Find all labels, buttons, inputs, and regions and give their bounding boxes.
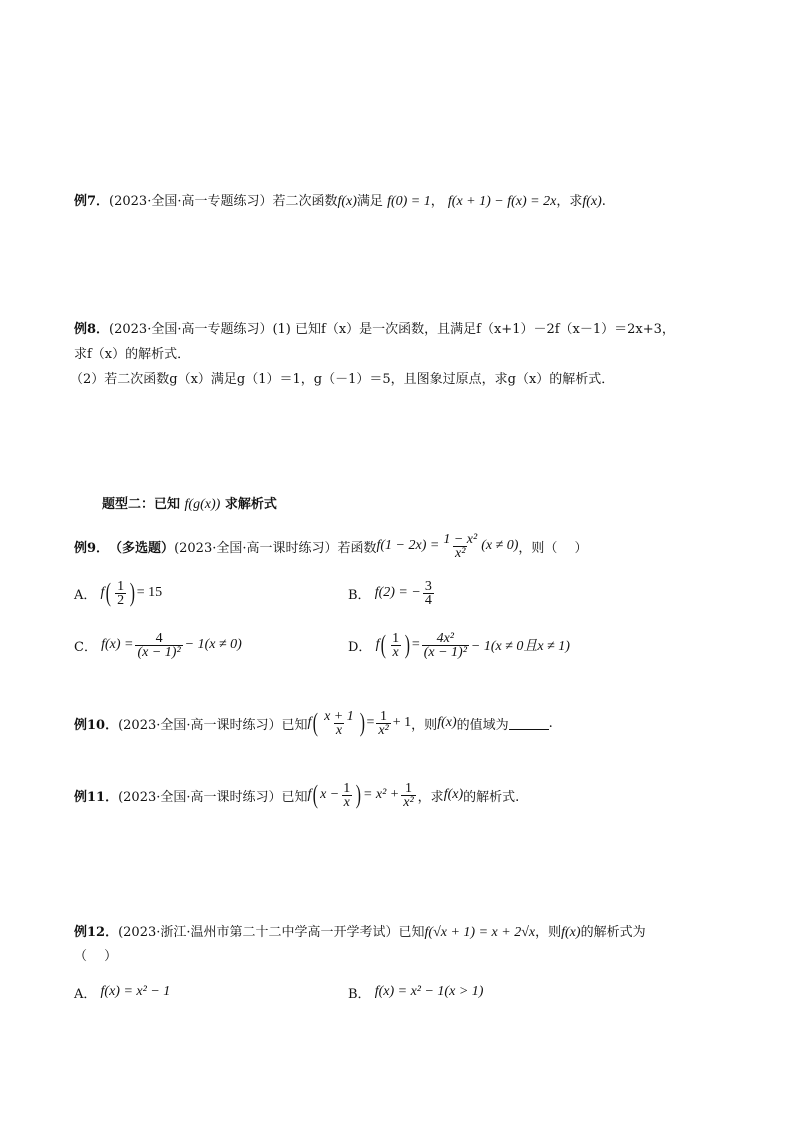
example-7-label: 例7． bbox=[74, 194, 110, 209]
example-8-part2: （2）若二次函数g（x）满足g（1）＝1，g（－1）＝5，且图象过原点，求g（x）的解析式． bbox=[70, 372, 615, 387]
option-12a: A． f(x) = x² − 1 bbox=[74, 984, 171, 1002]
example-11-label: 例11． bbox=[74, 789, 119, 805]
example-8-part1-cont: 求f（x）的解析式． bbox=[74, 347, 191, 362]
option-9d: D． f ( $\frac{1}{x}$ ) = $\frac{\text{4x²}}{\text{(x − 1)²}}$ − 1(x ≠ 0且x ≠ 1) bbox=[348, 630, 570, 660]
example-8-label: 例8． bbox=[74, 322, 110, 337]
example-12-label: 例12． bbox=[74, 925, 119, 940]
option-12b: B． f(x) = x² − 1(x > 1) bbox=[348, 984, 484, 1002]
example-8-part1: (1) 已知f（x）是一次函数，且满足f（x+1）－2f（x－1）＝2x+3， bbox=[272, 322, 675, 337]
example-10: 例10． (2023·全国·高一课时练习） 已知 f ( $\frac{x + 1}{x}$ ) = $\frac{1}{\text{x²}}$ + 1 ，则 f(x) 的值域为 . bbox=[74, 708, 553, 738]
answer-blank[interactable] bbox=[509, 717, 549, 730]
section-title: 题型二：已知 f(g(x)) 求解析式 bbox=[102, 497, 277, 512]
example-7-source: (2023·全国·高一专题练习） bbox=[109, 194, 273, 209]
example-10-source: (2023·全国·高一课时练习） bbox=[118, 717, 282, 733]
example-7: 例7．(2023·全国·高一专题练习）若二次函数f(x)满足 f(0) = 1， f(x + 1) − f(x) = 2x，求f(x). bbox=[74, 194, 606, 209]
example-9: 例9． （多选题） (2023·全国·高一课时练习） 若函数 f(1 − 2x) = $\frac{\text{1 − x²}}{\text{x²}}$ (x ≠ 0) ，则（ ） bbox=[74, 531, 588, 561]
example-12: 例12．(2023·浙江·温州市第二十二中学高一开学考试）已知f(√x + 1) = x + 2√x，则f(x)的解析式为 （ ） bbox=[74, 925, 646, 964]
option-9c: C． f(x) = $\frac{4}{\text{(x − 1)²}}$ − 1(x ≠ 0) bbox=[74, 630, 242, 660]
example-11: 例11． (2023·全国·高一课时练习） 已知 f ( x − $\frac{1}{x}$ ) = x² + $\frac{1}{\text{x²}}$ ，求 f(x) 的解析式. bbox=[74, 780, 520, 810]
option-9a: A． f ( $\frac{1}{2}$ ) = 15 bbox=[74, 578, 163, 608]
example-8 bbox=[70, 317, 675, 392]
example-12-source: (2023·浙江·温州市第二十二中学高一开学考试） bbox=[118, 925, 399, 940]
example-11-source: (2023·全国·高一课时练习） bbox=[118, 789, 282, 805]
example-9-label: 例9． bbox=[74, 540, 110, 556]
example-9-source: (2023·全国·高一课时练习） bbox=[174, 540, 338, 556]
option-9b: B． f(2) = − $\frac{3}{4}$ bbox=[348, 578, 432, 608]
example-8-source: (2023·全国·高一专题练习） bbox=[109, 322, 273, 337]
example-10-label: 例10． bbox=[74, 717, 119, 733]
